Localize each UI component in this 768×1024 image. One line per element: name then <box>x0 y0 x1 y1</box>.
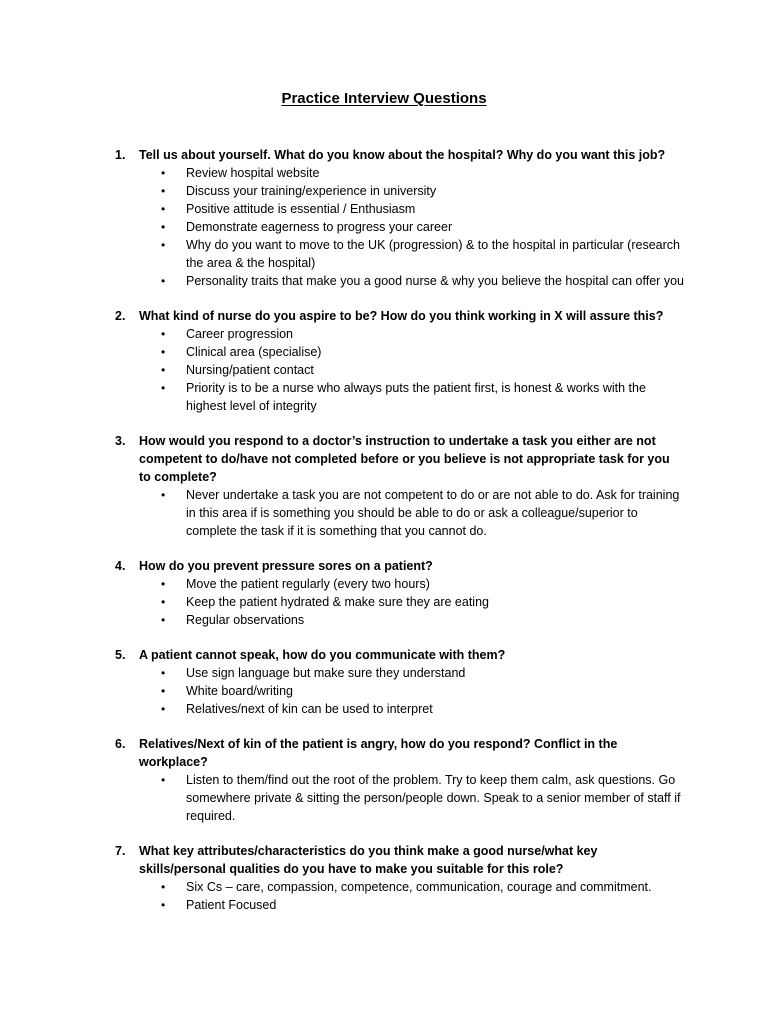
bullet-icon: • <box>161 488 166 502</box>
question-text: A patient cannot speak, how do you communicate with them? <box>139 648 506 662</box>
answer-text: Move the patient regularly (every two hours) <box>186 577 430 591</box>
answer-text: Nursing/patient contact <box>186 363 314 377</box>
question-text: Relatives/Next of kin of the patient is angry, how do you respond? Conflict in the workplace? <box>139 737 618 769</box>
answer-item <box>161 664 686 682</box>
answer-item <box>161 771 686 825</box>
question-item <box>0 557 768 629</box>
question-number: 4. <box>115 559 126 573</box>
bullet-icon: • <box>161 613 166 627</box>
question-item <box>0 646 768 718</box>
answer-item <box>161 164 686 182</box>
bullet-icon: • <box>161 577 166 591</box>
answer-text: Relatives/next of kin can be used to interpret <box>186 702 433 716</box>
answer-list <box>0 664 768 718</box>
question-text: What kind of nurse do you aspire to be? How do you think working in X will assure this? <box>139 309 664 323</box>
bullet-icon: • <box>161 202 166 216</box>
question-item <box>0 842 768 914</box>
answer-text: Personality traits that make you a good nurse & why you believe the hospital can offer you <box>186 274 684 288</box>
answer-item <box>161 272 686 290</box>
bullet-icon: • <box>161 381 166 395</box>
answer-item <box>161 343 686 361</box>
answer-text: Review hospital website <box>186 166 320 180</box>
bullet-icon: • <box>161 166 166 180</box>
answer-item <box>161 575 686 593</box>
answer-item <box>161 236 686 272</box>
answer-item <box>161 325 686 343</box>
answer-list <box>0 164 768 290</box>
answer-item <box>161 682 686 700</box>
answer-item <box>161 486 686 540</box>
answer-item <box>161 361 686 379</box>
answer-item <box>161 182 686 200</box>
bullet-icon: • <box>161 184 166 198</box>
answer-item <box>161 700 686 718</box>
answer-text: Use sign language but make sure they understand <box>186 666 466 680</box>
answer-text: Listen to them/find out the root of the problem. Try to keep them calm, ask questions. Go somewhere private & sitting the person/people down. Speak to a senior member of staff if required. <box>186 773 681 823</box>
bullet-icon: • <box>161 666 166 680</box>
bullet-icon: • <box>161 684 166 698</box>
question-number: 3. <box>115 434 126 448</box>
bullet-icon: • <box>161 595 166 609</box>
bullet-icon: • <box>161 363 166 377</box>
question-text: How would you respond to a doctor’s instruction to undertake a task you either are not competent to do/have not completed before or you believe is not appropriate task for you to complete? <box>139 434 670 484</box>
answer-list <box>0 325 768 415</box>
answer-list <box>0 486 768 540</box>
answer-item <box>161 896 686 914</box>
bullet-icon: • <box>161 702 166 716</box>
answer-text: Priority is to be a nurse who always puts the patient first, is honest & works with the highest level of integrity <box>186 381 646 413</box>
question-item <box>0 735 768 825</box>
answer-text: Career progression <box>186 327 293 341</box>
question-text: What key attributes/characteristics do you think make a good nurse/what key skills/personal qualities do you have to make you suitable for this role? <box>139 844 598 876</box>
page-title: Practice Interview Questions <box>281 90 487 107</box>
answer-item <box>161 379 686 415</box>
answer-text: Never undertake a task you are not competent to do or are not able to do. Ask for training in this area if is something you should be able to do or ask a colleague/superior to complete the task if it is something that you cannot do. <box>186 488 680 538</box>
answer-item <box>161 593 686 611</box>
question-number: 1. <box>115 148 126 162</box>
answer-text: Discuss your training/experience in university <box>186 184 437 198</box>
answer-item <box>161 218 686 236</box>
answer-list <box>0 771 768 825</box>
question-number: 2. <box>115 309 126 323</box>
answer-text: White board/writing <box>186 684 293 698</box>
question-list <box>0 146 768 931</box>
question-item <box>0 307 768 415</box>
answer-text: Keep the patient hydrated & make sure they are eating <box>186 595 489 609</box>
answer-text: Why do you want to move to the UK (progression) & to the hospital in particular (research the area & the hospital) <box>186 238 680 270</box>
question-number: 7. <box>115 844 126 858</box>
bullet-icon: • <box>161 220 166 234</box>
question-number: 6. <box>115 737 126 751</box>
answer-list <box>0 575 768 629</box>
answer-text: Six Cs – care, compassion, competence, communication, courage and commitment. <box>186 880 652 894</box>
bullet-icon: • <box>161 773 166 787</box>
question-number: 5. <box>115 648 126 662</box>
bullet-icon: • <box>161 327 166 341</box>
answer-text: Clinical area (specialise) <box>186 345 322 359</box>
answer-item <box>161 200 686 218</box>
question-text: How do you prevent pressure sores on a patient? <box>139 559 433 573</box>
bullet-icon: • <box>161 898 166 912</box>
question-item <box>0 146 768 290</box>
answer-text: Regular observations <box>186 613 305 627</box>
bullet-icon: • <box>161 238 166 252</box>
answer-text: Patient Focused <box>186 898 277 912</box>
bullet-icon: • <box>161 880 166 894</box>
answer-list <box>0 878 768 914</box>
question-text: Tell us about yourself. What do you know about the hospital? Why do you want this job? <box>139 148 666 162</box>
question-item <box>0 432 768 540</box>
answer-item <box>161 611 686 629</box>
answer-item <box>161 878 686 896</box>
answer-text: Demonstrate eagerness to progress your career <box>186 220 453 234</box>
bullet-icon: • <box>161 274 166 288</box>
answer-text: Positive attitude is essential / Enthusiasm <box>186 202 416 216</box>
bullet-icon: • <box>161 345 166 359</box>
